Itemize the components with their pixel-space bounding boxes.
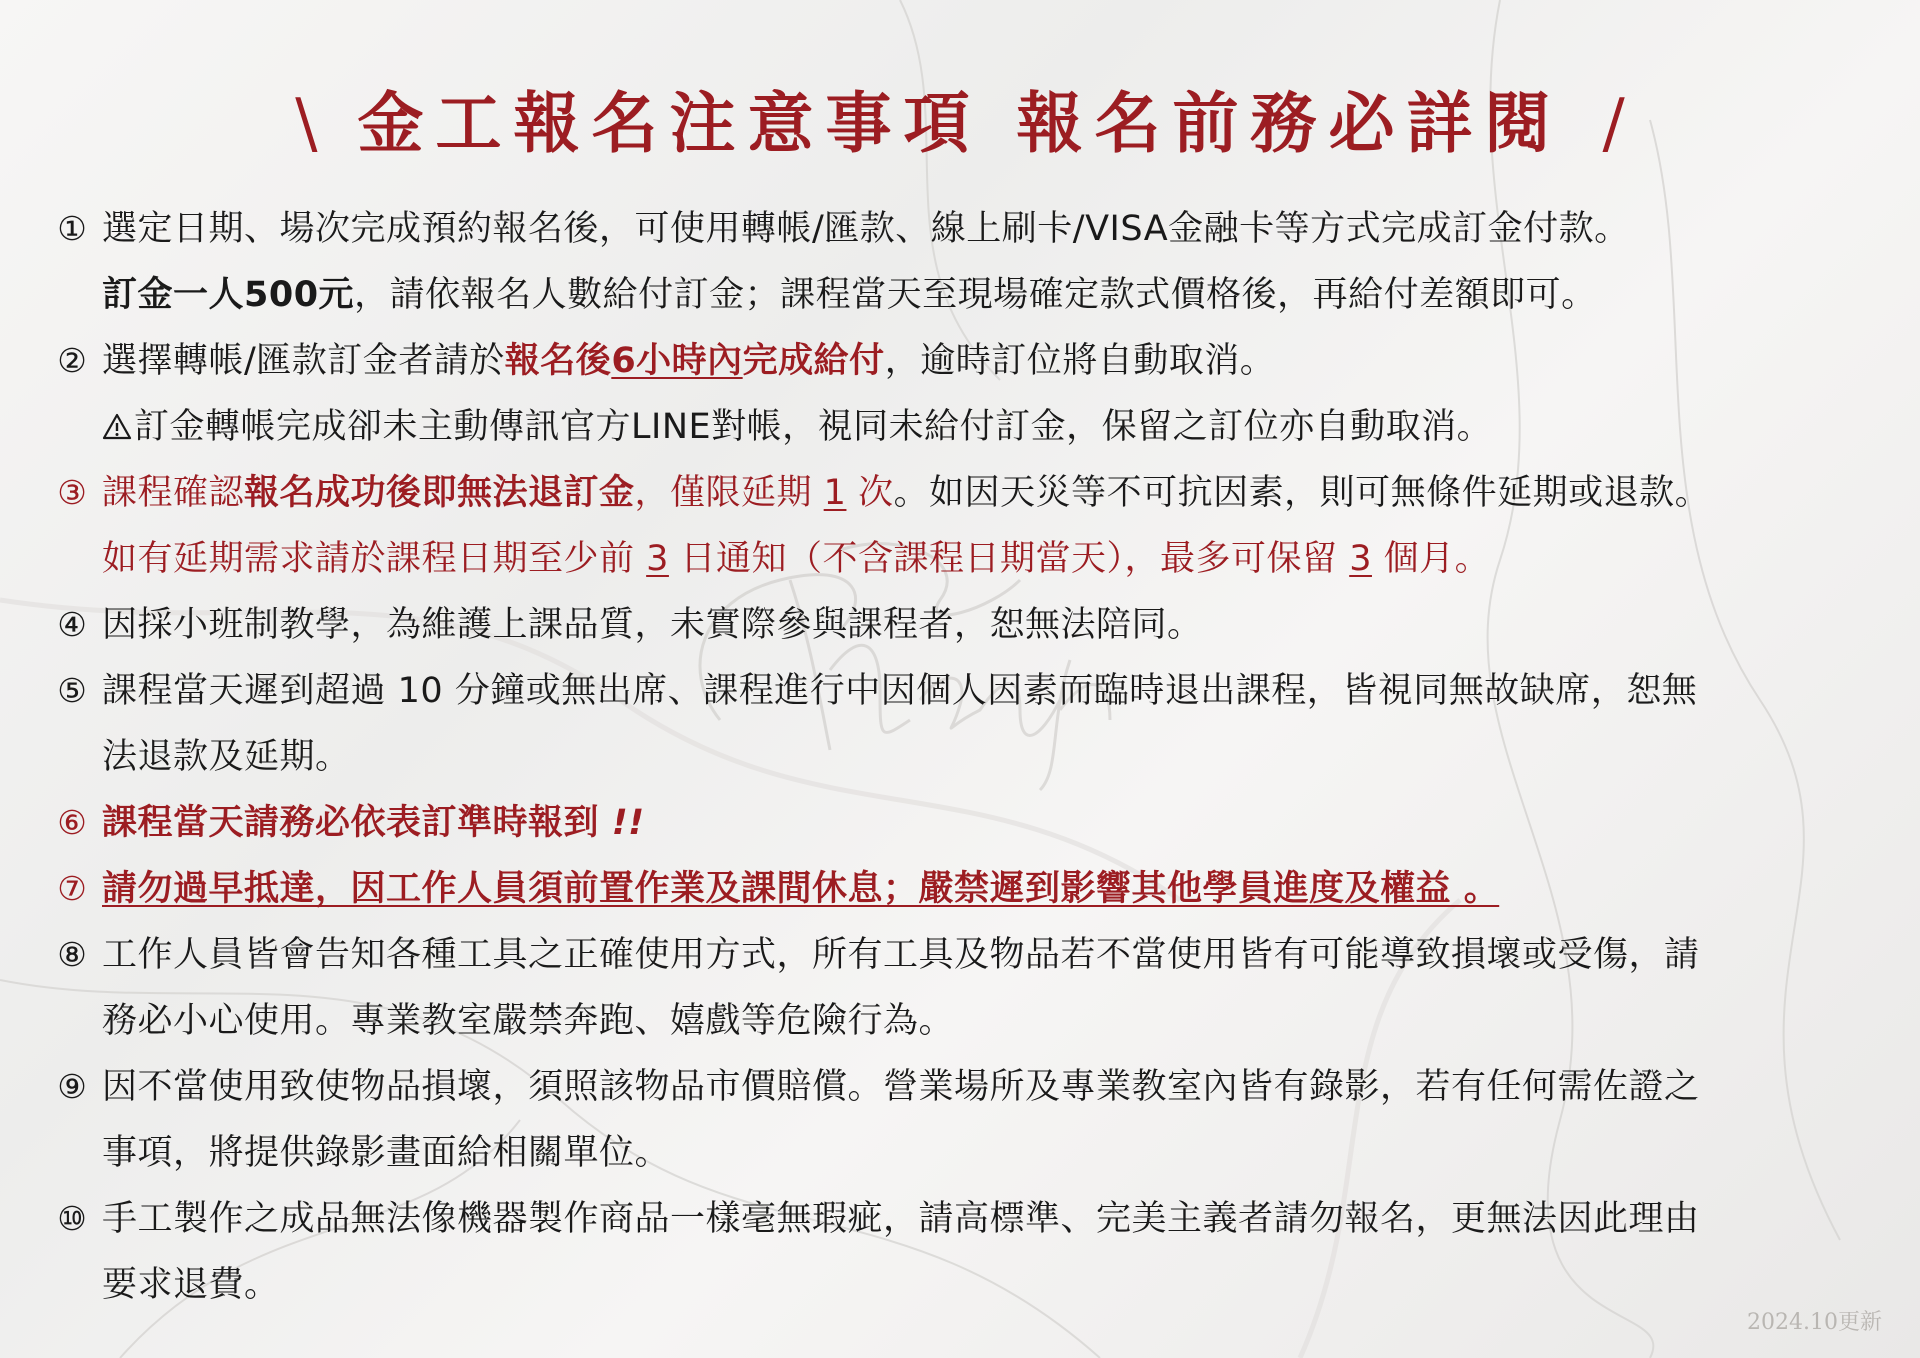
item-line-2 — [102, 394, 1882, 460]
exclamation-marks: !! — [611, 803, 645, 843]
item-text: 務必小心使用。專業教室嚴禁奔跑、嬉戲等危險行為。 — [102, 1001, 955, 1041]
title-text: 金工報名注意事項 報名前務必詳閱 — [357, 84, 1563, 162]
item-line-1 — [102, 460, 1882, 526]
item-line-1 — [102, 328, 1882, 394]
item-line-1 — [102, 658, 1882, 724]
highlight-text: 課程當天請務必依表訂準時報到 — [102, 803, 612, 843]
item-text: 要求退費。 — [102, 1265, 280, 1305]
highlight-text: 日通知（不含課程日期當天），最多可保留 — [668, 539, 1350, 579]
item-text: 工作人員皆會告知各種工具之正確使用方式，所有工具及物品若不當使用皆有可能導致損壞或受傷，請 — [102, 935, 1700, 975]
update-date: 2024.10更新 — [1747, 1310, 1882, 1335]
item-text: 因採小班制教學，為維護上課品質，未實際參與課程者，恕無法陪同。 — [102, 605, 1203, 645]
item-number: ⑥ — [57, 803, 87, 842]
item-number: ⑤ — [57, 671, 87, 710]
item-line-1 — [102, 1054, 1882, 1120]
list-item-6 — [52, 790, 1882, 856]
item-line-1 — [102, 592, 1882, 658]
item-text: 手工製作之成品無法像機器製作商品一樣毫無瑕疵，請高標準、完美主義者請勿報名，更無法因此理由 — [102, 1199, 1700, 1239]
highlight-text: 個月。 — [1371, 539, 1491, 579]
item-number: ② — [57, 341, 87, 380]
item-text: 。如因天災等不可抗因素，則可無條件延期或退款。 — [893, 473, 1711, 513]
item-line-2 — [102, 988, 1882, 1054]
highlight-number: 3 — [1349, 539, 1372, 579]
warning-triangle-icon — [102, 412, 132, 442]
item-number: ④ — [57, 605, 87, 644]
page-title — [0, 70, 1920, 165]
deposit-amount: 訂金一人500元 — [102, 275, 355, 315]
list-item-8 — [52, 922, 1882, 1054]
item-line-1 — [102, 1186, 1882, 1252]
list-item-9 — [52, 1054, 1882, 1186]
item-line-2 — [102, 526, 1882, 592]
list-item-3 — [52, 460, 1882, 592]
item-line-1 — [102, 856, 1882, 922]
highlight-number: 3 — [646, 539, 669, 579]
item-text: 事項，將提供錄影畫面給相關單位。 — [102, 1133, 671, 1173]
highlight-text: 報名成功後即無法退訂金 — [244, 473, 635, 513]
item-number: ⑨ — [57, 1067, 87, 1106]
highlight-text: 次 — [846, 473, 894, 513]
list-item-7 — [52, 856, 1882, 922]
item-text: 課程當天遲到超過 10 分鐘或無出席、課程進行中因個人因素而臨時退出課程，皆視同無故缺席，恕無 — [102, 671, 1698, 711]
list-item-2 — [52, 328, 1882, 460]
item-text: 訂金轉帳完成卻未主動傳訊官方LINE對帳，視同未給付訂金，保留之訂位亦自動取消。 — [134, 407, 1493, 447]
item-number: ⑧ — [57, 935, 87, 974]
list-item-4 — [52, 592, 1882, 658]
item-line-2 — [102, 724, 1882, 790]
title-left-mark: \ — [295, 85, 318, 162]
item-number: ⑩ — [57, 1199, 87, 1238]
notice-list — [52, 196, 1882, 1318]
highlight-text: 完成給付 — [742, 341, 885, 381]
item-text: 選定日期、場次完成預約報名後，可使用轉帳/匯款、線上刷卡/VISA金融卡等方式完成訂金付款。 — [102, 209, 1630, 249]
item-number: ⑦ — [57, 869, 87, 908]
item-line-2 — [102, 1252, 1882, 1318]
item-text: ，逾時訂位將自動取消。 — [884, 341, 1276, 381]
highlight-number: 1 — [823, 473, 847, 513]
highlight-text: 報名後 — [504, 341, 612, 381]
item-text: 法退款及延期。 — [102, 737, 351, 777]
item-text: ，請依報名人數給付訂金；課程當天至現場確定款式價格後，再給付差額即可。 — [354, 275, 1597, 315]
highlight-text: ，僅限延期 — [634, 473, 824, 513]
title-right-mark: / — [1602, 85, 1625, 162]
item-line-2 — [102, 1120, 1882, 1186]
item-line-2 — [102, 262, 1882, 328]
item-line-1 — [102, 922, 1882, 988]
highlight-text: 課程確認 — [102, 473, 245, 513]
highlight-deadline: 6小時內 — [611, 341, 743, 381]
item-number: ① — [57, 209, 87, 248]
list-item-1 — [52, 196, 1882, 328]
item-number: ③ — [57, 473, 87, 512]
item-line-1 — [102, 790, 1882, 856]
highlight-text: 如有延期需求請於課程日期至少前 — [102, 539, 647, 579]
item-text: 選擇轉帳/匯款訂金者請於 — [102, 341, 505, 381]
list-item-5 — [52, 658, 1882, 790]
item-text: 因不當使用致使物品損壞，須照該物品市價賠償。營業場所及專業教室內皆有錄影，若有任何需佐證之 — [102, 1067, 1700, 1107]
item-line-1 — [102, 196, 1882, 262]
highlight-text: 請勿過早抵達，因工作人員須前置作業及課間休息；嚴禁遲到影響其他學員進度及權益 。 — [102, 869, 1500, 909]
list-item-10 — [52, 1186, 1882, 1318]
